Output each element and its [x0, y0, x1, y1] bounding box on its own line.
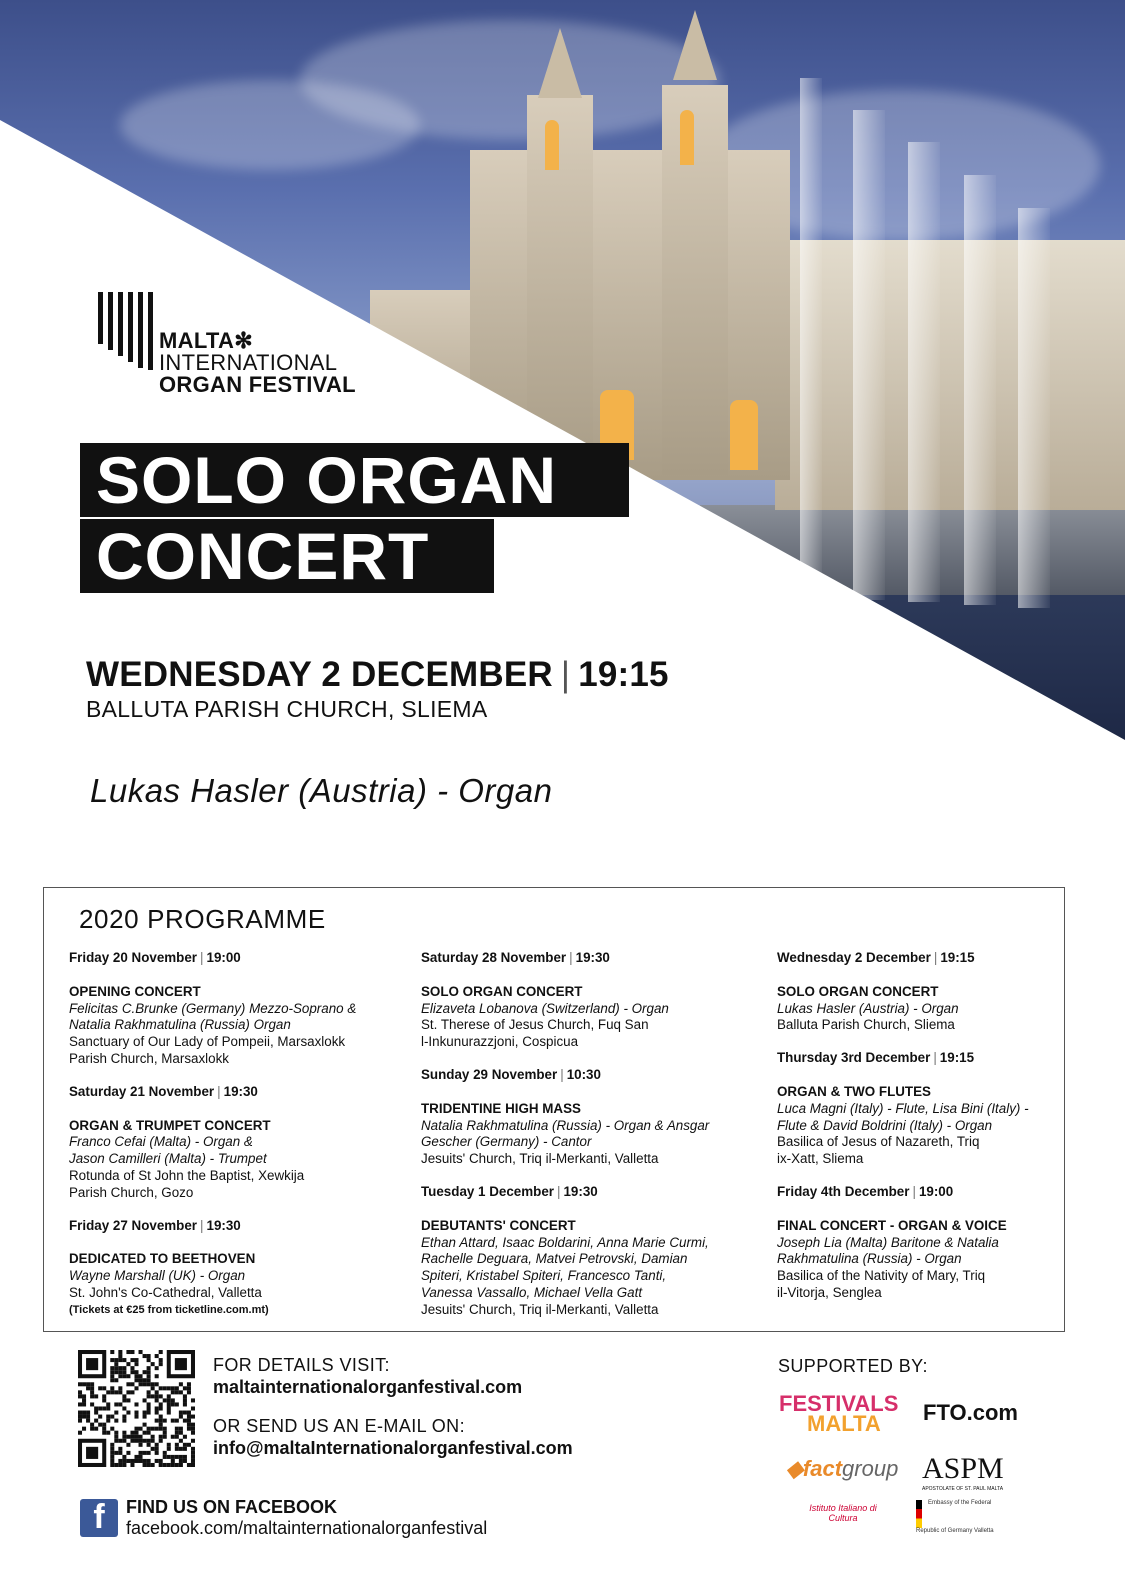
separator: |	[933, 1050, 937, 1066]
programme-performer: Felicitas C.Brunke (Germany) Mezzo-Soprano &	[69, 1000, 357, 1016]
visit-label: FOR DETAILS VISIT:	[213, 1355, 390, 1375]
programme-event	[69, 1118, 356, 1202]
separator: |	[200, 950, 204, 965]
programme-event	[777, 1084, 1029, 1168]
aspm-logo: ASPM APOSTOLATE OF ST. PAUL MALTA	[922, 1452, 1004, 1492]
programme-column-1	[69, 950, 356, 1335]
programme-event-title: DEBUTANTS' CONCERT	[421, 1217, 576, 1233]
programme-venue: il-Vitorja, Senglea	[777, 1284, 882, 1300]
programme-date-time	[69, 1084, 356, 1101]
programme-venue: Basilica of Jesus of Nazareth, Triq	[777, 1134, 980, 1150]
fto-logo: FTO.com	[923, 1400, 1018, 1425]
programme-date: Saturday 28 November	[421, 950, 567, 965]
programme-event-title: FINAL CONCERT - ORGAN & VOICE	[777, 1217, 1007, 1233]
programme-performer: Gescher (Germany) - Cantor	[421, 1134, 592, 1150]
programme-event	[69, 984, 356, 1068]
programme-date-time	[69, 1218, 356, 1235]
programme-venue: Jesuits' Church, Triq il-Merkanti, Valletta	[421, 1301, 659, 1317]
programme-venue: Jesuits' Church, Triq il-Merkanti, Valletta	[421, 1151, 659, 1167]
programme-event	[777, 1218, 1029, 1302]
festival-logo	[98, 292, 356, 396]
separator: |	[217, 1083, 221, 1099]
programme-date: Thursday 3rd December	[777, 1050, 931, 1066]
contact-info	[213, 1354, 573, 1459]
programme-time: 19:00	[918, 1183, 954, 1199]
programme-venue: Rotunda of St John the Baptist, Xewkija	[69, 1167, 305, 1183]
facebook-icon[interactable]: f	[80, 1499, 118, 1537]
event-date: WEDNESDAY 2 DECEMBER	[86, 655, 553, 694]
event-venue: BALLUTA PARISH CHURCH, SLIEMA	[86, 696, 488, 722]
programme-venue: Parish Church, Gozo	[69, 1184, 194, 1200]
programme-performer: Natalia Rakhmatulina (Russia) - Organ & Ansgar	[421, 1117, 710, 1133]
programme-event	[69, 1251, 356, 1318]
programme-event	[421, 984, 709, 1051]
programme-event-title: OPENING CONCERT	[69, 983, 201, 999]
event-title-line-1: SOLO ORGAN	[80, 443, 629, 517]
programme-performer: Rachelle Deguara, Matvei Petrovski, Damian	[421, 1251, 688, 1267]
website-link[interactable]: maltainternationalorganfestival.com	[213, 1377, 523, 1397]
qr-code[interactable]	[78, 1350, 195, 1467]
programme-performer: Franco Cefai (Malta) - Organ &	[69, 1134, 253, 1150]
event-datetime: WEDNESDAY 2 DECEMBER | 19:15	[86, 655, 669, 694]
programme-date-time	[421, 950, 709, 967]
separator: |	[569, 950, 573, 965]
programme-date: Wednesday 2 December	[777, 950, 931, 965]
logo-line-1: MALTA✻	[159, 328, 253, 353]
programme-venue: St. John's Co-Cathedral, Valletta	[69, 1284, 262, 1300]
programme-date-time	[777, 950, 1029, 967]
programme-performer: Luca Magni (Italy) - Flute, Lisa Bini (Italy) -	[777, 1100, 1029, 1116]
programme-performer: Vanessa Vassallo, Michael Vella Gatt	[421, 1284, 643, 1300]
german-flag-icon	[916, 1500, 922, 1528]
facebook-label: FIND US ON FACEBOOK	[126, 1497, 338, 1517]
programme-time: 19:30	[206, 1217, 241, 1233]
programme-column-2	[421, 950, 709, 1335]
programme-date-time	[69, 950, 356, 967]
programme-performer: Flute & David Boldrini (Italy) - Organ	[777, 1117, 993, 1133]
programme-time: 19:30	[223, 1083, 258, 1099]
programme-date: Friday 27 November	[69, 1217, 198, 1233]
programme-date-time	[777, 1184, 1029, 1201]
event-time: 19:15	[578, 655, 669, 694]
programme-note: (Tickets at €25 from ticketline.com.mt)	[69, 1303, 269, 1316]
programme-venue: Balluta Parish Church, Sliema	[777, 1017, 955, 1033]
programme-venue: ix-Xatt, Sliema	[777, 1151, 864, 1167]
programme-performer: Jason Camilleri (Malta) - Trumpet	[69, 1151, 267, 1167]
supported-by-label: SUPPORTED BY:	[778, 1356, 928, 1376]
programme-performer: Spiteri, Kristabel Spiteri, Francesco Tanti,	[421, 1268, 667, 1284]
logo-line-2: INTERNATIONAL	[159, 350, 338, 375]
programme-date: Sunday 29 November	[421, 1066, 558, 1082]
festivals-malta-logo: FESTIVALS MALTA	[779, 1391, 899, 1436]
logo-line-3: ORGAN FESTIVAL	[159, 372, 356, 397]
facebook-block[interactable]	[80, 1497, 487, 1539]
programme-event-title: DEDICATED TO BEETHOVEN	[69, 1251, 256, 1267]
programme-performer: Ethan Attard, Isaac Boldarini, Anna Marie Curmi,	[421, 1234, 709, 1250]
programme-date-time	[421, 1067, 709, 1084]
separator: |	[556, 1183, 561, 1199]
programme-time: 19:15	[939, 1050, 975, 1066]
programme-date-time	[777, 1050, 1029, 1067]
iic-logo: Istituto Italiano di Cultura	[809, 1503, 877, 1523]
programme-performer: Natalia Rakhmatulina (Russia) Organ	[69, 1017, 291, 1033]
programme-date-time	[421, 1184, 709, 1201]
programme-venue: St. Therese of Jesus Church, Fuq San	[421, 1017, 649, 1033]
factgroup-logo: ◆factgroup	[786, 1456, 899, 1481]
programme-date: Friday 20 November	[69, 950, 198, 965]
organ-pipes-icon	[98, 292, 153, 370]
german-embassy-logo: Embassy of the Federal Republic of Germany Valletta	[916, 1500, 994, 1534]
programme-time: 19:15	[940, 950, 975, 965]
email-label: OR SEND US AN E-MAIL ON:	[213, 1416, 465, 1436]
separator: |	[933, 950, 938, 965]
programme-performer: Elizaveta Lobanova (Switzerland) - Organ	[421, 1000, 669, 1016]
programme-time: 10:30	[566, 1066, 601, 1082]
programme-date: Tuesday 1 December	[421, 1183, 554, 1199]
programme-event	[421, 1218, 709, 1319]
programme-venue: Parish Church, Marsaxlokk	[69, 1050, 229, 1066]
programme-performer: Lukas Hasler (Austria) - Organ	[777, 1000, 959, 1016]
programme-column-3	[777, 950, 1029, 1318]
programme-date: Saturday 21 November	[69, 1083, 215, 1099]
separator: |	[912, 1183, 916, 1199]
programme-title: 2020 PROGRAMME	[79, 904, 326, 934]
programme-venue: l-Inkunurazzjoni, Cospicua	[421, 1034, 579, 1050]
programme-date: Friday 4th December	[777, 1183, 910, 1199]
separator: |	[560, 1066, 564, 1082]
programme-performer: Wayne Marshall (UK) - Organ	[69, 1268, 246, 1284]
programme-venue: Basilica of the Nativity of Mary, Triq	[777, 1268, 986, 1284]
programme-time: 19:30	[575, 950, 610, 965]
programme-performer: Rakhmatulina (Russia) - Organ	[777, 1251, 962, 1267]
programme-event-title: TRIDENTINE HIGH MASS	[421, 1100, 581, 1116]
programme-time: 19:30	[563, 1183, 598, 1199]
programme-time: 19:00	[206, 950, 241, 965]
programme-box	[43, 887, 1065, 1332]
programme-event-title: ORGAN & TWO FLUTES	[777, 1083, 931, 1099]
programme-venue: Sanctuary of Our Lady of Pompeii, Marsaxlokk	[69, 1034, 346, 1050]
programme-event-title: ORGAN & TRUMPET CONCERT	[69, 1117, 271, 1133]
programme-event	[777, 984, 1029, 1034]
event-title-line-2: CONCERT	[80, 519, 494, 593]
email-link[interactable]: info@maltaInternationalorganfestival.com	[213, 1438, 573, 1458]
separator: |	[200, 1217, 204, 1233]
programme-event-title: SOLO ORGAN CONCERT	[777, 983, 939, 999]
programme-performer: Joseph Lia (Malta) Baritone & Natalia	[777, 1234, 999, 1250]
programme-event-title: SOLO ORGAN CONCERT	[421, 983, 583, 999]
event-performer: Lukas Hasler (Austria) - Organ	[90, 772, 553, 809]
programme-event	[421, 1101, 709, 1168]
facebook-url[interactable]: facebook.com/maltainternationalorganfestival	[126, 1518, 488, 1538]
